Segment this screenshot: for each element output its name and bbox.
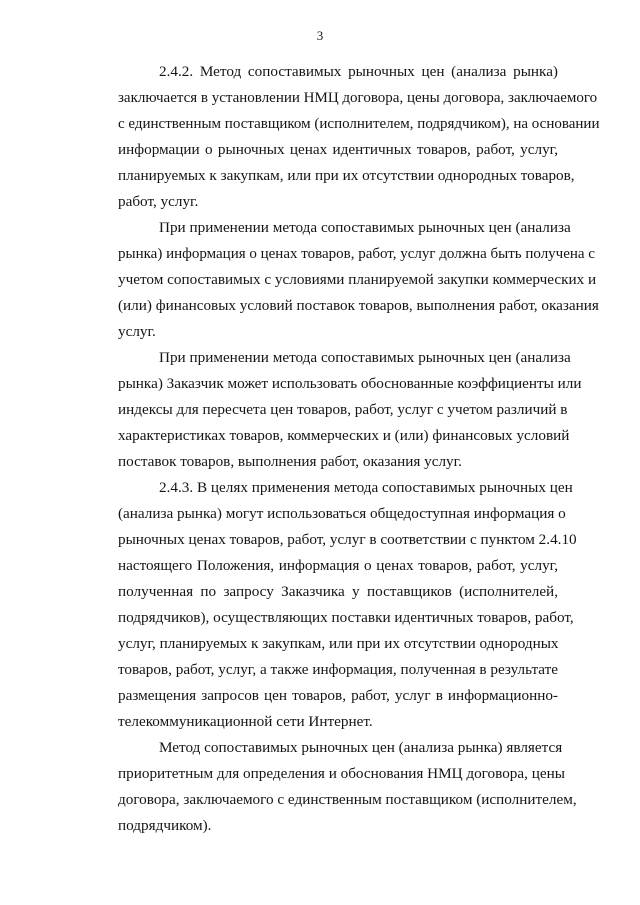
paragraph-4-line-1: 2.4.3. В целях применения метода сопоставимых рыночных цен bbox=[159, 479, 573, 496]
paragraph-4-line-10: телекоммуникационной сети Интернет. bbox=[118, 713, 373, 730]
paragraph-1-line-2: заключается в установлении НМЦ договора, цены договора, заключаемого bbox=[118, 90, 598, 106]
paragraph-5-line-2: приоритетным для определения и обоснования НМЦ договора, цены bbox=[118, 765, 565, 782]
paragraph-5-line-4: подрядчиком). bbox=[118, 817, 212, 834]
paragraph-3-line-5: поставок товаров, выполнения работ, оказания услуг. bbox=[118, 453, 462, 470]
paragraph-1-line-4: информации о рыночных ценах идентичных товаров, работ, услуг, bbox=[118, 141, 558, 158]
paragraph-4-line-6: подрядчиков), осуществляющих поставки идентичных товаров, работ, bbox=[118, 609, 574, 626]
paragraph-1-line-5: планируемых к закупкам, или при их отсутствии однородных товаров, bbox=[118, 167, 575, 184]
paragraph-1-line-6: работ, услуг. bbox=[118, 193, 199, 210]
paragraph-5-line-3: договора, заключаемого с единственным поставщиком (исполнителем, bbox=[118, 791, 577, 808]
paragraph-3-line-3: индексы для пересчета цен товаров, работ, услуг с учетом различий в bbox=[118, 401, 568, 418]
paragraph-1-line-3: с единственным поставщиком (исполнителем, подрядчиком), на основании bbox=[118, 116, 600, 132]
paragraph-4-line-8: товаров, работ, услуг, а также информация, полученная в результате bbox=[118, 661, 558, 678]
paragraph-2-line-5: услуг. bbox=[118, 323, 156, 340]
paragraph-4-line-4: настоящего Положения, информация о ценах товаров, работ, услуг, bbox=[118, 557, 558, 574]
paragraph-4-line-9: размещения запросов цен товаров, работ, услуг в информационно- bbox=[118, 687, 558, 704]
paragraph-3-line-4: характеристиках товаров, коммерческих и (или) финансовых условий bbox=[118, 427, 570, 444]
paragraph-2-line-4: (или) финансовых условий поставок товаров, выполнения работ, оказания bbox=[118, 297, 599, 314]
page-number: 3 bbox=[316, 28, 324, 43]
paragraph-2-line-2: рынка) информация о ценах товаров, работ, услуг должна быть получена с bbox=[118, 246, 595, 262]
paragraph-4-line-5: полученная по запросу Заказчика у поставщиков (исполнителей, bbox=[118, 583, 558, 600]
paragraph-4-line-7: услуг, планируемых к закупкам, или при их отсутствии однородных bbox=[118, 635, 559, 652]
paragraph-2-line-3: учетом сопоставимых с условиями планируемой закупки коммерческих и bbox=[118, 271, 597, 288]
paragraph-4-line-2: (анализа рынка) могут использоваться общедоступная информация о bbox=[118, 505, 566, 522]
paragraph-4-line-3: рыночных ценах товаров, работ, услуг в соответствии с пунктом 2.4.10 bbox=[118, 531, 577, 548]
paragraph-3-line-1: При применении метода сопоставимых рыночных цен (анализа bbox=[159, 349, 571, 366]
paragraph-3-line-2: рынка) Заказчик может использовать обоснованные коэффициенты или bbox=[118, 375, 582, 392]
paragraph-2-line-1: При применении метода сопоставимых рыночных цен (анализа bbox=[159, 219, 571, 236]
paragraph-5-line-1: Метод сопоставимых рыночных цен (анализа рынка) является bbox=[159, 739, 563, 756]
paragraph-1-line-1: 2.4.2. Метод сопоставимых рыночных цен (анализа рынка) bbox=[159, 63, 558, 80]
